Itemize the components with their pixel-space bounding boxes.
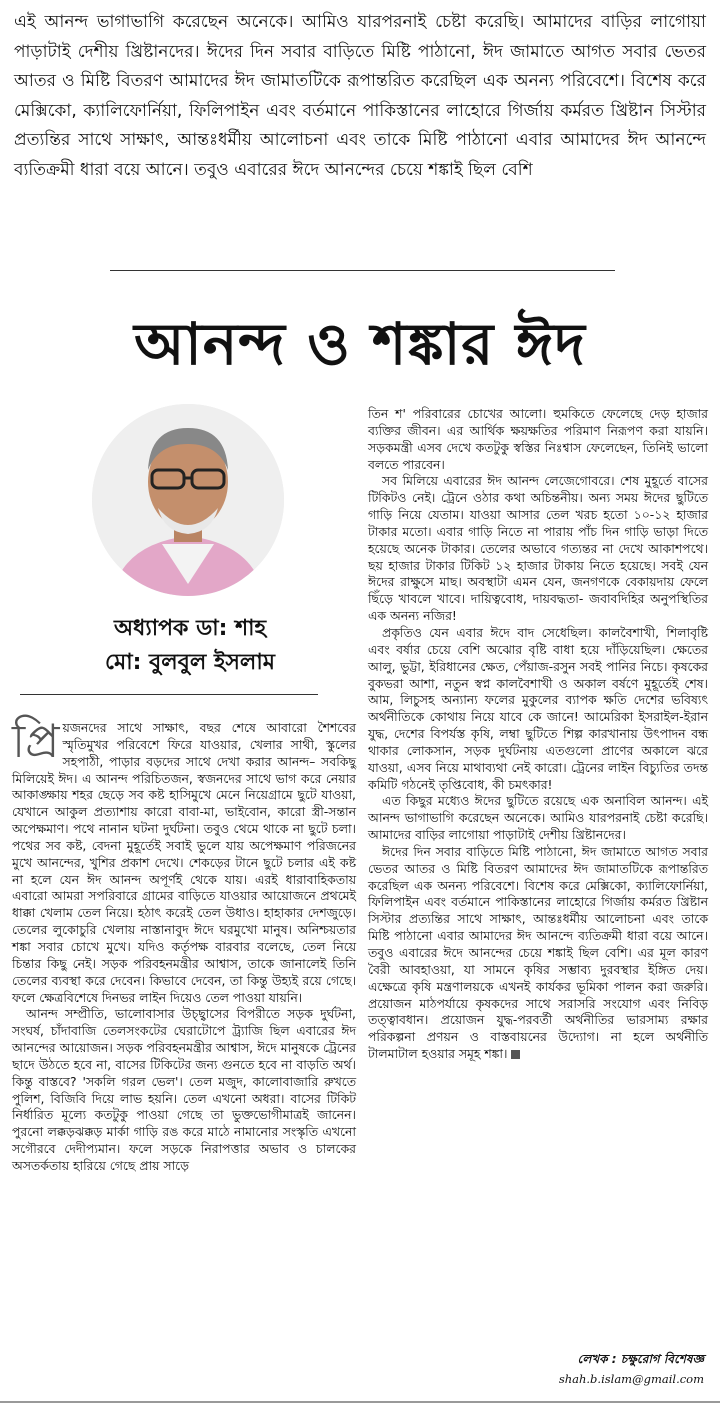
left-paragraph-2: আনন্দ সম্প্রীতি, ভালোবাসার উচ্ছ্বাসের বিপরীতে সড়ক দুর্ঘটনা, সংঘর্ষ, চাঁদাবাজি তেলসংকটের ঘেরাটোপে ট্র্যাজি ছিল এবারের ঈদ আনন্দের আয়োজন। সড়ক পরিবহনমন্ত্রীর আশ্বাস, ঈদে মানুষকে ট্রেনের ছাদে উঠতে হবে না, বাসের টিকিটের জন্য গুনতে হবে না বাড়তি অর্থ। কিন্তু বাস্তবে? 'সকলি গরল ভেল'। তেল মজুদ, কালোবাজারি রুখতে পুলিশ, বিজিবি দিয়ে লাভ হয়নি। তেল এখনো অধরা। বাসের টিকিট নির্ধারিত মূল্যে কতটুকু পাওয়া গেছে তা ভুক্তভোগীমাত্রই জানেন। পুরনো লক্কড়ঝক্কড় মার্কা গাড়ি রঙ করে মাঠে নামানোর সংস্কৃতি এখনো সগৌরবে দেদীপ্যমান। ফলে সড়কে নিরাপত্তার অভাব ও চালকের অসতর্কতায় হারিয়ে গেছে প্রায় সাড়ে [12,1006,356,1173]
byline-divider [20,694,318,695]
left-paragraph-1-text: য়জনদের সাথে সাক্ষাৎ, বছর শেষে আবারো শৈশবের স্মৃতিমুখর পরিবেশে ফিরে যাওয়ার, খেলার সাথী, স্কুলের সহপাঠী, পাড়ার বড়দের সাথে দেখা করার আনন্দ– সবকিছু মিলিয়েই ঈদ। এ আনন্দ পরিচিতজন, স্বজনদের সাথে ভাগ করে নেয়ার আকাঙ্ক্ষায় শহর ছেড়ে সব কষ্ট হাসিমুখে মেনে নিয়েগ্রামে ছুটে যাওয়া, যেখানে আকুল প্রত্যাশায় কারো বাবা-মা, ভাইবোন, কারো স্ত্রী-সন্তান অপেক্ষমাণ। পথে নানান ঘটনা দুর্ঘটনা। তবুও থেমে থাকে না ছুটে চলা। পথের সব কষ্ট, বেদনা মুহূর্তেই সবাই ভুলে যায় অপেক্ষমাণ পরিজনের মুখে আনন্দের, খুশির প্রকাশ দেখে। শেকড়ের টানে ছুটে চলার এই কষ্ট না হলে যেন ঈদ আনন্দ অপূর্ণই থেকে যায়। এরই ধারাবাহিকতায় এবারো আমরা সপরিবারে গ্রামের বাড়িতে যাওয়ার আয়োজনে প্রথমেই ধাক্কা খেলাম তেল নিয়ে। হঠাৎ করেই তেল উধাও। হাহাকার দেশজুড়ে। তেলের লুকোচুরি খেলায় নাস্তানাবুদ ঈদে ঘরমুখো মানুষ। অনিশ্চয়তার শঙ্কা সবার চোখে মুখে। যদিও কর্তৃপক্ষ বারবার বলেছে, তেল নিয়ে চিন্তার কিছু নেই। সড়ক পরিবহনমন্ত্রীর আশ্বাস, তাকে জানালেই তিনি তেলের ব্যবস্থা করে দেবেন। কিভাবে দেবেন, তা কিন্তু উহ্যই রয়ে গেছে। ফলে ক্ষেত্রবিশেষে দিনভর লাইন দিয়েও তেল পাওয়া যায়নি। [12,720,356,1005]
author-photo [92,404,284,596]
author-email[interactable]: shah.b.islam@gmail.com [558,1372,704,1386]
headline: আনন্দ ও শঙ্কার ঈদ [134,310,586,378]
end-of-article-mark [511,1050,520,1059]
left-paragraph-1 [12,714,356,1006]
page-bottom-rule [0,1401,720,1403]
right-paragraph-5 [368,844,708,1063]
left-column [12,714,356,1175]
right-paragraph-2: সব মিলিয়ে এবারের ঈদ আনন্দ লেজেগোবরে। শেষ মুহূর্তে বাসের টিকিটও নেই। ট্রেনে ওঠার কথা অচিন্তনীয়। অন্য সময় ঈদের ছুটিতে গাড়ি নিয়ে যেতাম। যাওয়া আসার তেল খরচ হতো ১০-১২ হাজার টাকার মতো। এবার গাড়ি নিতে না পারায় পাঁচ দিন গাড়ি ভাড়া দিতে হয়েছে অনেক টাকার। তেলের অভাবে গত্যন্তর না দেখে আকাশপথে। ছয় হাজার টাকার টিকিট ১২ হাজার টাকায় নিতে হয়েছে। সবই যেন ঈদের রাক্ষুসে মাছ। অবস্থাটা এমন যেন, জনগণকে বেকায়দায় ফেলে ছিঁড়ে খাবলে খাবে। দায়িত্ববোধ, দায়বদ্ধতা- জবাবদিহির অনুপস্থিতির এক অনন্য নজির! [368,473,708,624]
right-paragraph-3: প্রকৃতিও যেন এবার ঈদে বাদ সেধেছিল। কালবৈশাখী, শিলাবৃষ্টি এবং বর্ষার চেয়ে বেশি অঝোর বৃষ্টি বাধা হয়ে দাঁড়িয়েছিল। ক্ষেতের আলু, ভুট্টা, ইরিধানের ক্ষেত, পেঁয়াজ-রসুন সবই পানির নিচে। কৃষকের বুকভরা আশা, নতুন স্বপ্ন কালবৈশাখী ও অকাল বর্ষণে মুহূর্তেই শেষ। আম, লিচুসহ অন্যান্য ফলের মুকুলের ব্যাপক ক্ষতি দেশের ভবিষ্যৎ অর্থনীতিকে কোথায় নিয়ে যাবে কে জানে! আমেরিকা ইসরাইল-ইরান যুদ্ধ, দেশের বিপর্যস্ত কৃষি, লম্বা ছুটিতে শিল্প কারখানায় উৎপাদন বন্ধ থাকার লোকসান, সড়ক দুর্ঘটনায় এতগুলো প্রাণের অকালে ঝরে যাওয়া, এসব নিয়ে মাথাব্যথা নেই কারো। ট্রেনের লাইন বিচ্যুতির তদন্ত কমিটি গঠনেই তৃপ্তিবোধ, কী চমৎকার! [368,624,708,792]
author-byline [20,612,360,680]
right-paragraph-5-text: ঈদের দিন সবার বাড়িতে মিষ্টি পাঠানো, ঈদ জামাতে আগত সবার ভেতর আতর ও মিষ্টি বিতরণ আমাদের ঈদ জামাতটিকে রূপান্তরিত করেছিল এক অনন্য পরিবেশে। বিশেষ করে মেক্সিকো, ক্যালিফোর্নিয়া, ফিলিপাইন এবং বর্তমানে পাকিস্তানের লাহোরে গির্জায় কর্মরত খ্রিষ্টান সিস্টার প্রত্যন্তির সাথে সাক্ষাৎ, আন্তঃধর্মীয় আলোচনা এবং তাকে মিষ্টি পাঠানো এবার আমাদের ঈদ আনন্দে ব্যতিক্রমী ধারা বয়ে আনে। তবুও এবারের ঈদে আনন্দের চেয়ে শঙ্কাই ছিল বেশি। এর মূল কারণ বৈরী আবহাওয়া, যা সামনে কৃষির সম্ভাব্য দুরবস্থার ইঙ্গিত দেয়। এক্ষেত্রে কৃষি মন্ত্রণালয়কে এখনই কার্যকর ভূমিকা পালন করা জরুরি। প্রয়োজন মাঠপর্যায়ে কৃষকদের সাথে সরাসরি সংযোগ এবং নিবিড় তত্ত্বাবধান। প্রয়োজন যুদ্ধ-পরবর্তী অর্থনীতির ভারসাম্য রক্ষার পরিকল্পনা প্রণয়ন ও বাস্তবায়নের উদ্যোগ। না হলে অর্থনীতি টালমাটাল হওয়ার সমূহ শঙ্কা। [368,843,708,1062]
author-name-line1: অধ্যাপক ডা: শাহ [113,616,267,641]
right-paragraph-4: এত কিছুর মধ্যেও ঈদের ছুটিতে রয়েছে এক অনাবিল আনন্দ। এই আনন্দ ভাগাভাগি করেছেন অনেকে। আমিও যারপরনাই চেষ্টা করেছি। আমাদের বাড়ির লাগোয়া পাড়াটাই দেশীয় খ্রিষ্টানদের। [368,793,708,843]
intro-pull-quote: এই আনন্দ ভাগাভাগি করেছেন অনেকে। আমিও যারপরনাই চেষ্টা করেছি। আমাদের বাড়ির লাগোয়া পাড়াটাই দেশীয় খ্রিষ্টানদের। ঈদের দিন সবার বাড়িতে মিষ্টি পাঠানো, ঈদ জামাতে আগত সবার ভেতর আতর ও মিষ্টি বিতরণ আমাদের ঈদ জামাতটিকে রূপান্তরিত করেছিল এক অনন্য পরিবেশে। বিশেষ করে মেক্সিকো, ক্যালিফোর্নিয়া, ফিলিপাইন এবং বর্তমানে পাকিস্তানের লাহোরে গির্জায় কর্মরত খ্রিষ্টান সিস্টার প্রত্যন্তির সাথে সাক্ষাৎ, আন্তঃধর্মীয় আলোচনা এবং তাকে মিষ্টি পাঠানো এবার আমাদের ঈদ আনন্দে ব্যতিক্রমী ধারা বয়ে আনে। তবুও এবারের ঈদে আনন্দের চেয়ে শঙ্কাই ছিল বেশি [14,12,706,180]
right-column [368,406,708,1063]
author-name-line2: মো: বুলবুল ইসলাম [105,650,275,675]
writer-credit: লেখক : চক্ষুরোগ বিশেষজ্ঞ [577,1352,704,1366]
author-portrait-illustration [92,404,284,596]
dropcap: প্রি [12,714,60,768]
intro-divider [110,270,615,271]
right-paragraph-1: তিন শ' পরিবারের চোখের আলো। হুমকিতে ফেলেছে দেড় হাজার ব্যক্তির জীবন। এর আর্থিক ক্ষয়ক্ষতির পরিমাণ নিরূপণ করা যায়নি। সড়কমন্ত্রী এসব দেখে কতটুকু স্বস্তির নিঃশ্বাস ফেলেছেন, তিনিই ভালো বলতে পারবেন। [368,406,708,472]
